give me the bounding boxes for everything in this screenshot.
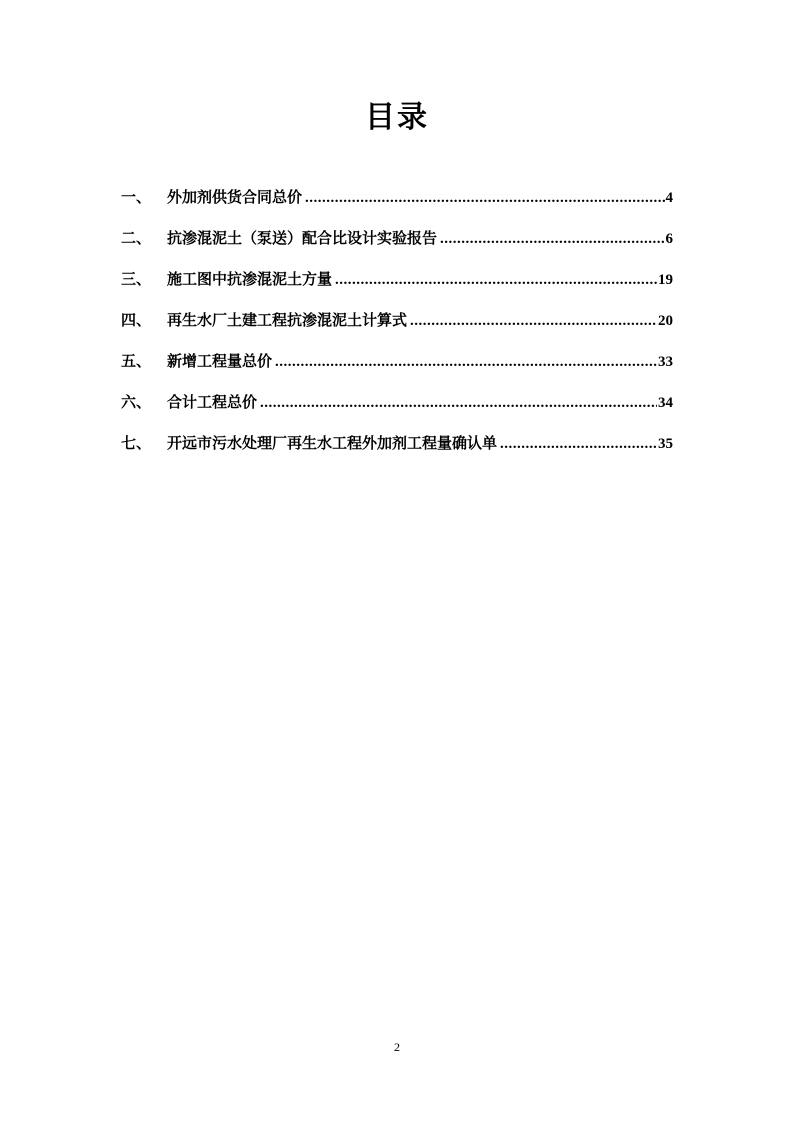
toc-entry-page: 33 [658,354,673,370]
toc-dot-leader [260,395,657,412]
toc-entry-title: 再生水厂土建工程抗渗混泥土计算式 [167,311,408,329]
toc-dot-leader [275,354,657,371]
toc-entry-title: 抗渗混泥土（泵送）配合比设计实验报告 [167,229,438,247]
toc-entry[interactable] [121,391,673,432]
toc-entry-title: 开远市污水处理厂再生水工程外加剂工程量确认单 [167,434,498,452]
toc-dot-leader [410,313,657,330]
toc-entry-title: 新增工程量总价 [167,352,273,370]
toc-entry-title: 施工图中抗渗混泥土方量 [167,270,333,288]
toc-dot-leader [500,436,657,453]
toc-entry-number: 四、 [121,311,152,329]
page-title: 目录 [365,100,429,135]
toc-entry-page: 6 [665,231,673,247]
toc-entry-number: 七、 [121,434,152,452]
toc-entry-number: 二、 [121,229,152,247]
toc-entry-page: 19 [658,272,673,288]
toc-entry[interactable] [121,227,673,268]
page-number: 2 [394,1040,400,1054]
toc-entry-title: 合计工程总价 [167,393,258,411]
toc-entry-title: 外加剂供货合同总价 [167,188,303,206]
toc-entry[interactable] [121,268,673,309]
toc-entry-page: 35 [658,436,673,452]
toc-entry-page: 34 [658,395,673,411]
toc-entry[interactable] [121,350,673,391]
toc-entry[interactable] [121,186,673,227]
toc-entry-number: 六、 [121,393,152,411]
toc-entry-number: 三、 [121,270,152,288]
toc-entry[interactable] [121,309,673,350]
toc-dot-leader [440,231,664,248]
toc-entry-number: 一、 [121,188,152,206]
table-of-contents [121,186,673,473]
toc-entry[interactable] [121,432,673,473]
toc-entry-number: 五、 [121,352,152,370]
toc-dot-leader [305,190,664,207]
toc-entry-page: 20 [658,313,673,329]
toc-dot-leader [335,272,657,289]
toc-entry-page: 4 [665,190,673,206]
